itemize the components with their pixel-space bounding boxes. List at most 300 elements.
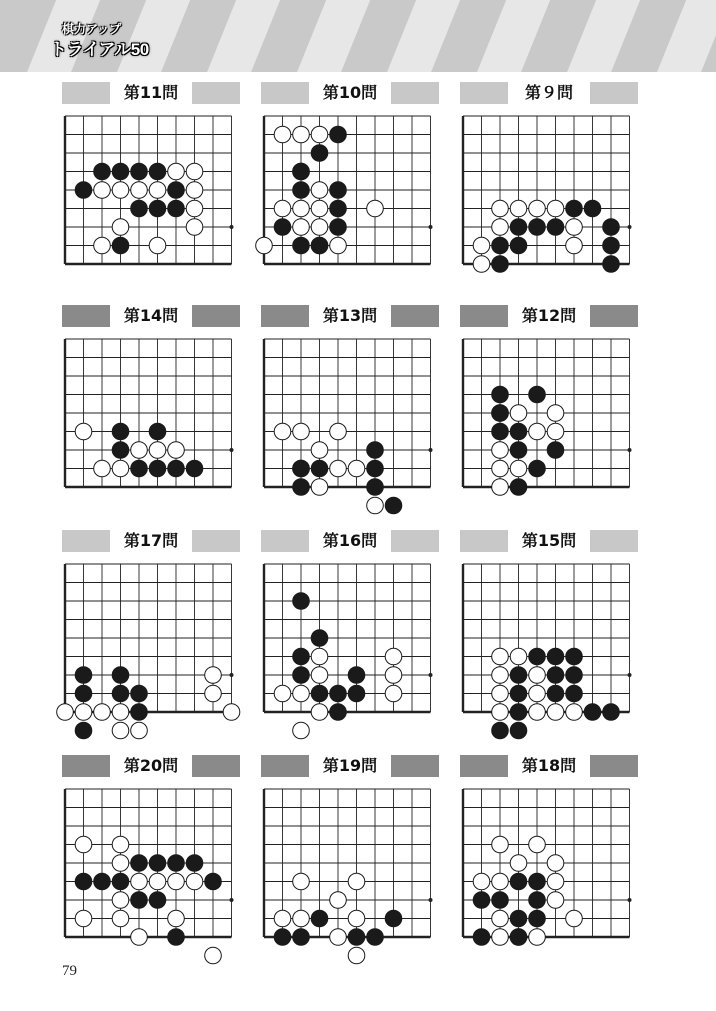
white-stone [311,182,328,199]
go-board [261,558,439,716]
star-point [628,673,632,677]
problem-6 [460,305,638,515]
white-stone [510,648,527,665]
black-stone [584,200,601,217]
black-stone [330,685,347,702]
problem-title-bar [261,530,439,554]
black-stone [367,929,384,946]
white-stone [293,722,310,739]
title-tab-right [391,755,439,777]
black-stone [311,685,328,702]
title-tab-right [391,82,439,104]
white-stone [492,442,509,459]
problem-7 [62,530,240,740]
white-stone [492,648,509,665]
white-stone [367,200,384,217]
problem-title: 第９問 [524,83,573,102]
white-stone [492,200,509,217]
white-stone [205,947,222,964]
white-stone [330,892,347,909]
white-stone [330,237,347,254]
white-stone [94,237,111,254]
black-stone [75,667,92,684]
title-tab-right [590,305,638,327]
title-tab-left [62,82,110,104]
black-stone [603,219,620,236]
black-stone [510,722,527,739]
white-stone [94,182,111,199]
black-stone [566,200,583,217]
white-stone [112,855,129,872]
white-stone [492,836,509,853]
white-stone [348,460,365,477]
star-point [628,225,632,229]
problem-title-bar [62,755,240,779]
black-stone [529,460,546,477]
black-stone [492,722,509,739]
white-stone [149,442,166,459]
white-stone [112,836,129,853]
black-stone [510,219,527,236]
black-stone [566,685,583,702]
black-stone [492,237,509,254]
black-stone [131,460,148,477]
black-stone [566,648,583,665]
black-stone [293,593,310,610]
black-stone [293,163,310,180]
black-stone [131,685,148,702]
black-stone [112,685,129,702]
white-stone [94,460,111,477]
go-board [460,110,638,268]
black-stone [293,929,310,946]
white-stone [311,442,328,459]
white-stone [186,182,203,199]
title-tab-right [192,305,240,327]
black-stone [131,200,148,217]
black-stone [293,648,310,665]
problem-title-bar [460,82,638,106]
black-stone [547,442,564,459]
problem-title-bar [460,305,638,329]
white-stone [293,219,310,236]
black-stone [603,256,620,273]
black-stone [131,163,148,180]
problem-title-bar [62,82,240,106]
white-stone [529,685,546,702]
white-stone [510,460,527,477]
white-stone [473,256,490,273]
go-board [261,783,439,941]
black-stone [149,163,166,180]
white-stone [492,910,509,927]
title-tab-left [261,305,309,327]
white-stone [529,667,546,684]
white-stone [510,200,527,217]
white-stone [547,405,564,422]
black-stone [311,145,328,162]
title-tab-right [192,82,240,104]
black-stone [510,873,527,890]
white-stone [492,667,509,684]
problem-title: 第15問 [521,531,577,550]
title-tab-left [460,530,508,552]
white-stone [547,423,564,440]
white-stone [131,442,148,459]
black-stone [566,667,583,684]
black-stone [168,182,185,199]
problem-title-bar [460,530,638,554]
star-point [429,673,433,677]
white-stone [529,200,546,217]
white-stone [566,910,583,927]
white-stone [75,704,92,721]
white-stone [529,836,546,853]
black-stone [186,460,203,477]
black-stone [131,704,148,721]
black-stone [149,200,166,217]
black-stone [348,685,365,702]
black-stone [492,405,509,422]
problem-title-bar [62,530,240,554]
white-stone [348,947,365,964]
star-point [230,448,234,452]
black-stone [510,237,527,254]
black-stone [168,855,185,872]
black-stone [112,237,129,254]
white-stone [311,200,328,217]
black-stone [149,423,166,440]
problem-4 [62,305,240,515]
black-stone [529,219,546,236]
title-tab-left [261,530,309,552]
white-stone [311,479,328,496]
title-tab-right [590,755,638,777]
white-stone [293,685,310,702]
black-stone [547,219,564,236]
black-stone [330,126,347,143]
white-stone [529,704,546,721]
black-stone [385,910,402,927]
white-stone [149,237,166,254]
white-stone [492,704,509,721]
black-stone [510,667,527,684]
black-stone [293,460,310,477]
problem-title: 第14問 [123,306,179,325]
black-stone [492,892,509,909]
black-stone [367,442,384,459]
white-stone [566,219,583,236]
white-stone [547,855,564,872]
white-stone [311,667,328,684]
white-stone [112,460,129,477]
series-logo [48,20,149,59]
white-stone [367,497,384,514]
white-stone [473,237,490,254]
problem-1 [62,82,240,292]
black-stone [529,910,546,927]
star-point [429,898,433,902]
black-stone [348,929,365,946]
problem-title: 第20問 [123,756,179,775]
white-stone [293,200,310,217]
black-stone [330,704,347,721]
problem-title: 第17問 [123,531,179,550]
white-stone [293,126,310,143]
title-tab-left [62,755,110,777]
white-stone [75,423,92,440]
black-stone [510,685,527,702]
black-stone [274,929,291,946]
title-tab-right [590,82,638,104]
white-stone [566,704,583,721]
black-stone [529,892,546,909]
black-stone [330,182,347,199]
problem-title-bar [261,82,439,106]
black-stone [367,479,384,496]
white-stone [274,126,291,143]
white-stone [547,892,564,909]
black-stone [293,667,310,684]
black-stone [94,163,111,180]
black-stone [473,892,490,909]
black-stone [367,460,384,477]
black-stone [529,648,546,665]
black-stone [547,667,564,684]
problem-title: 第13問 [322,306,378,325]
black-stone [112,163,129,180]
white-stone [293,873,310,890]
black-stone [131,892,148,909]
white-stone [205,685,222,702]
go-board [460,333,638,491]
logo-line1: 棋力アップ [62,22,122,36]
black-stone [492,256,509,273]
go-board [460,783,638,941]
white-stone [385,685,402,702]
logo-line2: トライアル50 [50,40,149,59]
black-stone [131,855,148,872]
white-stone [168,442,185,459]
black-stone [510,929,527,946]
black-stone [492,423,509,440]
white-stone [112,892,129,909]
page-number: 79 [62,963,77,979]
black-stone [510,423,527,440]
star-point [230,898,234,902]
problem-8 [261,530,439,740]
problem-title: 第16問 [322,531,378,550]
black-stone [112,873,129,890]
problem-11 [261,755,439,965]
black-stone [293,237,310,254]
title-tab-left [261,755,309,777]
go-board [261,333,439,491]
white-stone [311,219,328,236]
black-stone [510,442,527,459]
title-tab-left [460,755,508,777]
black-stone [168,460,185,477]
black-stone [510,479,527,496]
white-stone [112,910,129,927]
white-stone [274,910,291,927]
white-stone [348,873,365,890]
white-stone [112,182,129,199]
page-header [0,0,716,72]
white-stone [131,873,148,890]
white-stone [168,163,185,180]
problem-10 [62,755,240,965]
black-stone [112,423,129,440]
title-tab-right [391,305,439,327]
white-stone [256,237,273,254]
black-stone [112,442,129,459]
white-stone [547,704,564,721]
problem-2 [261,82,439,292]
white-stone [330,460,347,477]
black-stone [603,237,620,254]
go-board [62,558,240,716]
white-stone [131,182,148,199]
white-stone [529,423,546,440]
problem-title-bar [261,305,439,329]
white-stone [510,405,527,422]
white-stone [492,460,509,477]
problem-title-bar [460,755,638,779]
problem-title: 第18問 [521,756,577,775]
white-stone [529,929,546,946]
star-point [628,898,632,902]
black-stone [603,704,620,721]
white-stone [492,685,509,702]
black-stone [149,855,166,872]
title-tab-right [192,755,240,777]
black-stone [492,386,509,403]
white-stone [223,704,240,721]
title-tab-left [62,530,110,552]
white-stone [274,685,291,702]
problem-title: 第19問 [322,756,378,775]
go-board [62,110,240,268]
title-tab-left [460,82,508,104]
black-stone [547,685,564,702]
go-board [62,783,240,941]
white-stone [492,929,509,946]
title-tab-right [590,530,638,552]
black-stone [75,182,92,199]
white-stone [94,704,111,721]
white-stone [131,722,148,739]
black-stone [75,873,92,890]
white-stone [473,873,490,890]
black-stone [584,704,601,721]
white-stone [112,704,129,721]
white-stone [186,163,203,180]
black-stone [149,460,166,477]
white-stone [274,423,291,440]
white-stone [547,200,564,217]
black-stone [293,182,310,199]
star-point [230,225,234,229]
white-stone [293,423,310,440]
white-stone [492,479,509,496]
white-stone [186,200,203,217]
black-stone [112,667,129,684]
white-stone [330,929,347,946]
problem-9 [460,530,638,740]
black-stone [510,910,527,927]
problem-title-bar [62,305,240,329]
problem-title: 第12問 [521,306,577,325]
white-stone [186,219,203,236]
black-stone [529,386,546,403]
white-stone [112,219,129,236]
white-stone [168,873,185,890]
white-stone [274,200,291,217]
problem-title: 第10問 [322,83,378,102]
black-stone [311,460,328,477]
black-stone [205,873,222,890]
white-stone [311,704,328,721]
white-stone [348,910,365,927]
black-stone [274,219,291,236]
white-stone [75,836,92,853]
white-stone [547,873,564,890]
white-stone [112,722,129,739]
title-tab-left [62,305,110,327]
title-tab-left [460,305,508,327]
black-stone [510,704,527,721]
white-stone [149,873,166,890]
black-stone [473,929,490,946]
black-stone [330,219,347,236]
star-point [429,448,433,452]
white-stone [57,704,74,721]
white-stone [149,182,166,199]
white-stone [566,237,583,254]
star-point [429,225,433,229]
black-stone [75,685,92,702]
black-stone [348,667,365,684]
white-stone [510,855,527,872]
black-stone [186,855,203,872]
white-stone [385,667,402,684]
white-stone [385,648,402,665]
black-stone [547,648,564,665]
white-stone [330,423,347,440]
problem-5 [261,305,439,515]
black-stone [75,722,92,739]
white-stone [311,648,328,665]
black-stone [168,929,185,946]
problem-title-bar [261,755,439,779]
white-stone [311,126,328,143]
problem-title: 第11問 [123,83,179,102]
title-tab-right [192,530,240,552]
black-stone [293,479,310,496]
title-tab-right [391,530,439,552]
star-point [628,448,632,452]
problem-12 [460,755,638,965]
black-stone [311,630,328,647]
black-stone [311,237,328,254]
go-board [62,333,240,491]
title-tab-left [261,82,309,104]
black-stone [149,892,166,909]
black-stone [94,873,111,890]
white-stone [293,910,310,927]
black-stone [529,873,546,890]
